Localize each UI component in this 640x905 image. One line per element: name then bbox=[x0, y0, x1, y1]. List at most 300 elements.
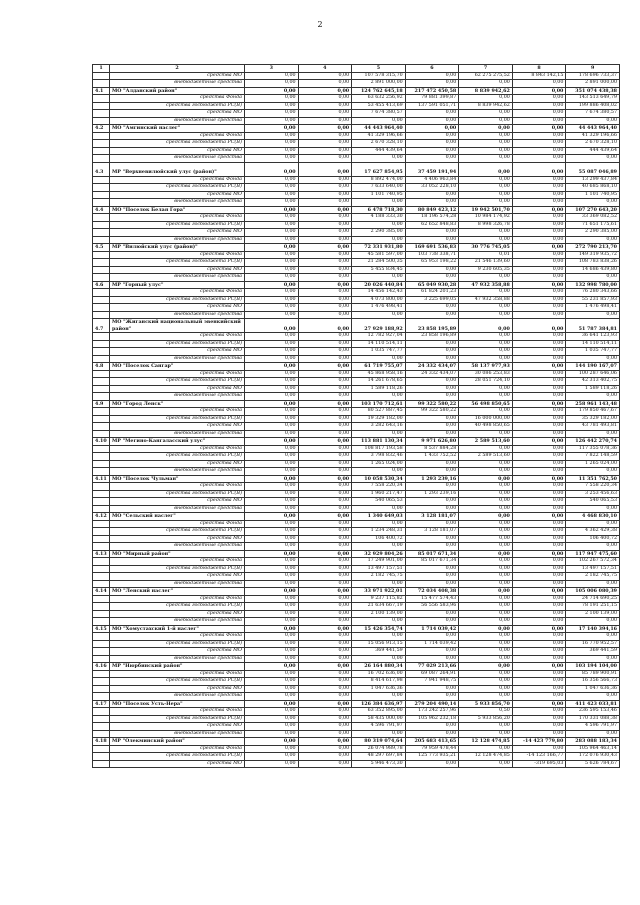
value-cell: 0,00 bbox=[298, 176, 352, 184]
value-cell: 0,00 bbox=[512, 633, 566, 641]
value-cell: 0,00 bbox=[298, 236, 352, 244]
table-row bbox=[93, 490, 620, 498]
value-cell: 7 674 380,57 bbox=[566, 110, 620, 118]
value-cell: 0,00 bbox=[512, 513, 566, 521]
value-cell: 0,00 bbox=[405, 573, 459, 581]
value-cell: 0,00 bbox=[352, 580, 406, 588]
table-row bbox=[93, 610, 620, 618]
value-cell: 4 188 333,30 bbox=[352, 214, 406, 222]
value-cell: 0,00 bbox=[405, 140, 459, 148]
row-name: внебюджетные средства bbox=[110, 199, 245, 207]
value-cell: 28 051 724,10 bbox=[459, 378, 513, 386]
value-cell: 0,00 bbox=[298, 543, 352, 551]
value-cell: 26 074 989,78 bbox=[352, 745, 406, 753]
row-number bbox=[93, 715, 110, 723]
value-cell: 0,00 bbox=[512, 580, 566, 588]
value-cell: 80 849 423,12 bbox=[405, 206, 459, 214]
row-number: 4.8 bbox=[93, 363, 110, 371]
value-cell: 100 287 646,06 bbox=[566, 370, 620, 378]
row-number bbox=[93, 191, 110, 199]
value-cell: 0,00 bbox=[245, 640, 299, 648]
value-cell: 24 714 690,25 bbox=[566, 595, 620, 603]
value-cell: 21 546 139,60 bbox=[459, 259, 513, 267]
table-row bbox=[93, 140, 620, 148]
value-cell: 17 627 854,95 bbox=[352, 162, 406, 176]
row-number bbox=[93, 745, 110, 753]
value-cell: 0,00 bbox=[245, 236, 299, 244]
table-row bbox=[93, 475, 620, 483]
table-header-row bbox=[93, 65, 620, 73]
row-number bbox=[93, 468, 110, 476]
table-row bbox=[93, 259, 620, 267]
value-cell: 0,00 bbox=[245, 730, 299, 738]
table-row bbox=[93, 535, 620, 543]
value-cell: 1 589 118,26 bbox=[352, 385, 406, 393]
value-cell: 0,00 bbox=[298, 147, 352, 155]
table-row bbox=[93, 355, 620, 363]
value-cell: 0,00 bbox=[459, 610, 513, 618]
value-cell: 16 702 636,00 bbox=[352, 670, 406, 678]
table-row bbox=[93, 760, 620, 768]
value-cell: 78 191 251,15 bbox=[566, 603, 620, 611]
value-cell: 2 589 513,60 bbox=[459, 453, 513, 461]
value-cell: 0,00 bbox=[298, 730, 352, 738]
row-number: 4.4 bbox=[93, 206, 110, 214]
row-name: внебюджетные средства bbox=[110, 655, 245, 663]
value-cell: 0,00 bbox=[352, 730, 406, 738]
value-cell: 85 017 671,34 bbox=[405, 550, 459, 558]
table-row bbox=[93, 281, 620, 289]
value-cell: 0,00 bbox=[245, 184, 299, 192]
row-number: 4.15 bbox=[93, 625, 110, 633]
row-number bbox=[93, 520, 110, 528]
value-cell: 20 026 440,84 bbox=[352, 281, 406, 289]
value-cell: 0,00 bbox=[245, 319, 299, 333]
value-cell: 0,00 bbox=[298, 184, 352, 192]
value-cell: 0,00 bbox=[405, 340, 459, 348]
row-number bbox=[93, 340, 110, 348]
value-cell: 8 414 617,98 bbox=[352, 678, 406, 686]
value-cell: 0,00 bbox=[459, 678, 513, 686]
row-number bbox=[93, 535, 110, 543]
value-cell: 0,00 bbox=[459, 543, 513, 551]
value-cell: 0,00 bbox=[512, 304, 566, 312]
value-cell: 0,00 bbox=[298, 625, 352, 633]
value-cell: 0,00 bbox=[566, 468, 620, 476]
value-cell: 79 959 478,44 bbox=[405, 745, 459, 753]
value-cell: 13 299 437,84 bbox=[566, 176, 620, 184]
value-cell: 7 941 948,75 bbox=[405, 678, 459, 686]
value-cell: 0,00 bbox=[405, 229, 459, 237]
value-cell: 0,00 bbox=[298, 760, 352, 768]
row-name: внебюджетные средства bbox=[110, 505, 245, 513]
value-cell: 0,00 bbox=[298, 505, 352, 513]
row-number bbox=[93, 333, 110, 341]
value-cell: 0,00 bbox=[512, 236, 566, 244]
value-cell: 0,00 bbox=[245, 648, 299, 656]
value-cell: 0,00 bbox=[245, 423, 299, 431]
value-cell: 132 998 780,00 bbox=[566, 281, 620, 289]
row-number bbox=[93, 543, 110, 551]
row-name: МР "Нюрбинский район" bbox=[110, 663, 245, 671]
value-cell: 1 714 039,42 bbox=[405, 625, 459, 633]
row-number: 4.7 bbox=[93, 319, 110, 333]
header-cell: 8 bbox=[512, 65, 566, 73]
value-cell: 47 932 358,88 bbox=[459, 281, 513, 289]
row-name: средства МО bbox=[110, 348, 245, 356]
row-number bbox=[93, 708, 110, 716]
value-cell: 0,00 bbox=[298, 558, 352, 566]
row-name: средства Фонда bbox=[110, 595, 245, 603]
value-cell: 0,00 bbox=[566, 155, 620, 163]
value-cell: 0,00 bbox=[512, 430, 566, 438]
row-name: внебюджетные средства bbox=[110, 236, 245, 244]
value-cell: 0,00 bbox=[512, 610, 566, 618]
row-name: внебюджетные средства bbox=[110, 155, 245, 163]
value-cell: 0,00 bbox=[352, 543, 406, 551]
value-cell: 0,00 bbox=[512, 640, 566, 648]
row-number bbox=[93, 348, 110, 356]
value-cell: 65 953 198,22 bbox=[405, 259, 459, 267]
row-number bbox=[93, 445, 110, 453]
row-number bbox=[93, 693, 110, 701]
value-cell: 0,00 bbox=[352, 618, 406, 626]
value-cell: 0,00 bbox=[298, 102, 352, 110]
value-cell: 0,00 bbox=[512, 229, 566, 237]
value-cell: 0,00 bbox=[459, 125, 513, 133]
value-cell: 12 128 474,85 bbox=[459, 738, 513, 746]
value-cell: 0,00 bbox=[566, 655, 620, 663]
value-cell: 0,00 bbox=[245, 110, 299, 118]
value-cell: 0,00 bbox=[245, 520, 299, 528]
value-cell: 0,00 bbox=[512, 730, 566, 738]
value-cell: 14 261 678,65 bbox=[352, 378, 406, 386]
value-cell: 72 331 931,80 bbox=[352, 244, 406, 252]
table-row bbox=[93, 723, 620, 731]
value-cell: 0,00 bbox=[245, 251, 299, 259]
value-cell: 27 929 188,92 bbox=[352, 319, 406, 333]
page-number: 2 bbox=[317, 20, 323, 29]
value-cell: 0,00 bbox=[245, 370, 299, 378]
value-cell: 10 984 174,92 bbox=[459, 214, 513, 222]
value-cell: 1 047 636,36 bbox=[352, 685, 406, 693]
row-name: МР "Олекминский район" bbox=[110, 738, 245, 746]
value-cell: 0,00 bbox=[512, 363, 566, 371]
value-cell: 0,00 bbox=[245, 543, 299, 551]
value-cell: 0,00 bbox=[512, 670, 566, 678]
value-cell: 0,00 bbox=[298, 393, 352, 401]
value-cell: 125 773 935,21 bbox=[405, 753, 459, 761]
value-cell: 0,00 bbox=[459, 162, 513, 176]
table-row bbox=[93, 438, 620, 446]
value-cell: 0,00 bbox=[512, 125, 566, 133]
value-cell: 10 058 530,34 bbox=[352, 475, 406, 483]
value-cell: 0,00 bbox=[298, 370, 352, 378]
table-row bbox=[93, 72, 620, 80]
value-cell: 0,00 bbox=[298, 259, 352, 267]
value-cell: 0,00 bbox=[459, 730, 513, 738]
value-cell: 0,00 bbox=[245, 655, 299, 663]
table-row bbox=[93, 266, 620, 274]
value-cell: 0,00 bbox=[512, 543, 566, 551]
value-cell: 0,00 bbox=[352, 155, 406, 163]
value-cell: 0,00 bbox=[459, 229, 513, 237]
value-cell: 0,00 bbox=[298, 162, 352, 176]
value-cell: 1 265 024,00 bbox=[352, 460, 406, 468]
row-name: средства Фонда bbox=[110, 558, 245, 566]
value-cell: 0,00 bbox=[245, 633, 299, 641]
value-cell: 9 971 626,80 bbox=[405, 438, 459, 446]
row-name: средства госбюджета РС(Я) bbox=[110, 453, 245, 461]
value-cell: 0,00 bbox=[298, 191, 352, 199]
value-cell: 0,00 bbox=[298, 670, 352, 678]
value-cell: 0,00 bbox=[298, 72, 352, 80]
table-row bbox=[93, 95, 620, 103]
table-row bbox=[93, 102, 620, 110]
value-cell: 0,00 bbox=[298, 535, 352, 543]
row-number bbox=[93, 304, 110, 312]
value-cell: 0,00 bbox=[245, 670, 299, 678]
row-number bbox=[93, 385, 110, 393]
table-row bbox=[93, 655, 620, 663]
value-cell: 0,00 bbox=[459, 140, 513, 148]
row-number bbox=[93, 528, 110, 536]
value-cell: 4 406 963,84 bbox=[405, 176, 459, 184]
value-cell: 0,00 bbox=[459, 505, 513, 513]
table-row bbox=[93, 708, 620, 716]
row-name: средства МО bbox=[110, 723, 245, 731]
value-cell: 1 476 498,41 bbox=[352, 304, 406, 312]
value-cell: 0,00 bbox=[512, 595, 566, 603]
row-number bbox=[93, 460, 110, 468]
table-row bbox=[93, 236, 620, 244]
value-cell: 1 476 498,41 bbox=[566, 304, 620, 312]
row-number bbox=[93, 498, 110, 506]
row-name: средства госбюджета РС(Я) bbox=[110, 184, 245, 192]
header-cell: 9 bbox=[566, 65, 620, 73]
value-cell: 0,00 bbox=[298, 468, 352, 476]
row-number bbox=[93, 580, 110, 588]
value-cell: 0,00 bbox=[566, 393, 620, 401]
row-number bbox=[93, 176, 110, 184]
value-cell: 0,00 bbox=[298, 311, 352, 319]
value-cell: 0,00 bbox=[405, 685, 459, 693]
value-cell: 108 783 838,26 bbox=[566, 259, 620, 267]
value-cell: 0,00 bbox=[512, 663, 566, 671]
value-cell: 0,00 bbox=[459, 110, 513, 118]
table-row bbox=[93, 125, 620, 133]
row-number bbox=[93, 102, 110, 110]
row-name: средства МО bbox=[110, 573, 245, 581]
value-cell: 0,00 bbox=[298, 490, 352, 498]
value-cell: 0,00 bbox=[298, 274, 352, 282]
value-cell: 105 006 080,39 bbox=[566, 588, 620, 596]
value-cell: 2 290 385,00 bbox=[566, 229, 620, 237]
value-cell: 0,00 bbox=[512, 520, 566, 528]
value-cell: 0,00 bbox=[245, 259, 299, 267]
value-cell: 0,00 bbox=[298, 132, 352, 140]
value-cell: -14 123 166,77 bbox=[512, 753, 566, 761]
table-row bbox=[93, 580, 620, 588]
row-number bbox=[93, 251, 110, 259]
value-cell: 0,00 bbox=[512, 296, 566, 304]
value-cell: 0,00 bbox=[245, 580, 299, 588]
table-row bbox=[93, 333, 620, 341]
value-cell: 0,00 bbox=[352, 505, 406, 513]
table-row bbox=[93, 289, 620, 297]
table-row bbox=[93, 693, 620, 701]
value-cell: 0,00 bbox=[512, 281, 566, 289]
value-cell: 0,00 bbox=[245, 610, 299, 618]
value-cell: 0,00 bbox=[405, 274, 459, 282]
value-cell: 0,00 bbox=[245, 708, 299, 716]
row-number bbox=[93, 155, 110, 163]
table-body bbox=[93, 65, 620, 768]
header-cell: 4 bbox=[298, 65, 352, 73]
value-cell: 0,00 bbox=[459, 274, 513, 282]
value-cell: 0,00 bbox=[405, 155, 459, 163]
value-cell: 0,00 bbox=[405, 565, 459, 573]
value-cell: 1 433 752,52 bbox=[405, 453, 459, 461]
value-cell: 0,00 bbox=[512, 415, 566, 423]
value-cell: 0,00 bbox=[405, 430, 459, 438]
table-row bbox=[93, 340, 620, 348]
header-cell: 7 bbox=[459, 65, 513, 73]
value-cell: 0,00 bbox=[352, 393, 406, 401]
value-cell: 0,00 bbox=[298, 244, 352, 252]
value-cell: 0,00 bbox=[512, 588, 566, 596]
value-cell: 0,00 bbox=[566, 505, 620, 513]
value-cell: 0,00 bbox=[245, 498, 299, 506]
value-cell: 0,00 bbox=[298, 588, 352, 596]
value-cell: 0,00 bbox=[512, 385, 566, 393]
value-cell: 0,00 bbox=[298, 214, 352, 222]
value-cell: 0,00 bbox=[512, 102, 566, 110]
row-number bbox=[93, 370, 110, 378]
value-cell: 0,00 bbox=[245, 528, 299, 536]
row-name: средства МО bbox=[110, 229, 245, 237]
row-number bbox=[93, 95, 110, 103]
value-cell: 0,00 bbox=[512, 266, 566, 274]
value-cell: 14 686 439,80 bbox=[566, 266, 620, 274]
value-cell: 0,00 bbox=[245, 483, 299, 491]
value-cell: 0,00 bbox=[298, 738, 352, 746]
value-cell: 0,00 bbox=[245, 738, 299, 746]
row-number bbox=[93, 753, 110, 761]
value-cell: 58 435 000,00 bbox=[352, 715, 406, 723]
value-cell: 79 881 399,87 bbox=[405, 95, 459, 103]
row-name: средства госбюджета РС(Я) bbox=[110, 259, 245, 267]
value-cell: 0,00 bbox=[512, 378, 566, 386]
value-cell: 0,00 bbox=[512, 132, 566, 140]
value-cell: 105 964 463,14 bbox=[566, 745, 620, 753]
table-row bbox=[93, 206, 620, 214]
value-cell: 0,00 bbox=[512, 565, 566, 573]
value-cell: 0,00 bbox=[512, 550, 566, 558]
value-cell: 2 182 745,75 bbox=[566, 573, 620, 581]
value-cell: 0,00 bbox=[352, 633, 406, 641]
table-row bbox=[93, 663, 620, 671]
row-name: МО "Жиганский национальный эвенкийский район" bbox=[110, 319, 245, 333]
value-cell: 0,00 bbox=[245, 95, 299, 103]
value-cell: 258 961 143,48 bbox=[566, 400, 620, 408]
value-cell: 0,00 bbox=[512, 655, 566, 663]
row-name: средства МО bbox=[110, 110, 245, 118]
value-cell: 0,00 bbox=[512, 505, 566, 513]
table-row bbox=[93, 87, 620, 95]
value-cell: 35 329 182,00 bbox=[566, 415, 620, 423]
row-number bbox=[93, 618, 110, 626]
value-cell: 0,00 bbox=[245, 475, 299, 483]
value-cell: 0,00 bbox=[298, 453, 352, 461]
value-cell: 0,00 bbox=[459, 191, 513, 199]
value-cell: 0,00 bbox=[405, 423, 459, 431]
value-cell: 0,00 bbox=[459, 408, 513, 416]
value-cell: 0,00 bbox=[512, 184, 566, 192]
value-cell: 0,00 bbox=[245, 176, 299, 184]
value-cell: 103 170 712,61 bbox=[352, 400, 406, 408]
value-cell: 0,00 bbox=[352, 236, 406, 244]
value-cell: 2 589 513,60 bbox=[459, 438, 513, 446]
value-cell: 0,00 bbox=[512, 221, 566, 229]
value-cell: 279 204 490,14 bbox=[405, 700, 459, 708]
value-cell: 0,00 bbox=[512, 355, 566, 363]
value-cell: 105 962 232,18 bbox=[405, 715, 459, 723]
value-cell: 0,00 bbox=[405, 483, 459, 491]
value-cell: 126 442 270,74 bbox=[566, 438, 620, 446]
value-cell: 42 313 402,75 bbox=[566, 378, 620, 386]
value-cell: 63 352 895,00 bbox=[352, 708, 406, 716]
value-cell: 15 426 354,74 bbox=[352, 625, 406, 633]
value-cell: 0,00 bbox=[512, 147, 566, 155]
value-cell: 0,00 bbox=[245, 723, 299, 731]
value-cell: 40 685 868,10 bbox=[566, 184, 620, 192]
row-name: средства МО bbox=[110, 610, 245, 618]
row-number bbox=[93, 110, 110, 118]
row-name: МР "Горный улус" bbox=[110, 281, 245, 289]
value-cell: 1 714 039,42 bbox=[405, 640, 459, 648]
value-cell: 0,00 bbox=[405, 378, 459, 386]
value-cell: 0,00 bbox=[405, 415, 459, 423]
value-cell: 33 369 082,52 bbox=[566, 214, 620, 222]
value-cell: 169 691 536,83 bbox=[405, 244, 459, 252]
value-cell: 0,00 bbox=[459, 289, 513, 297]
value-cell: 1 293 239,16 bbox=[405, 490, 459, 498]
table-row bbox=[93, 603, 620, 611]
value-cell: 8 839 942,62 bbox=[459, 87, 513, 95]
value-cell: 0,00 bbox=[459, 355, 513, 363]
value-cell: 0,00 bbox=[512, 244, 566, 252]
row-name: средства госбюджета РС(Я) bbox=[110, 140, 245, 148]
value-cell: 43 781 493,81 bbox=[566, 423, 620, 431]
value-cell: 0,00 bbox=[459, 340, 513, 348]
value-cell: 0,00 bbox=[405, 117, 459, 125]
row-name: средства Фонда bbox=[110, 289, 245, 297]
row-number bbox=[93, 378, 110, 386]
value-cell: 0,00 bbox=[566, 633, 620, 641]
value-cell: 5 946 473,30 bbox=[352, 760, 406, 768]
table-row bbox=[93, 191, 620, 199]
row-number bbox=[93, 117, 110, 125]
header-cell: 6 bbox=[405, 65, 459, 73]
value-cell: 124 762 645,18 bbox=[352, 87, 406, 95]
row-name: средства госбюджета РС(Я) bbox=[110, 565, 245, 573]
value-cell: 0,00 bbox=[298, 423, 352, 431]
row-number bbox=[93, 199, 110, 207]
value-cell: 0,00 bbox=[245, 760, 299, 768]
table-row bbox=[93, 408, 620, 416]
row-name: средства госбюджета РС(Я) bbox=[110, 296, 245, 304]
